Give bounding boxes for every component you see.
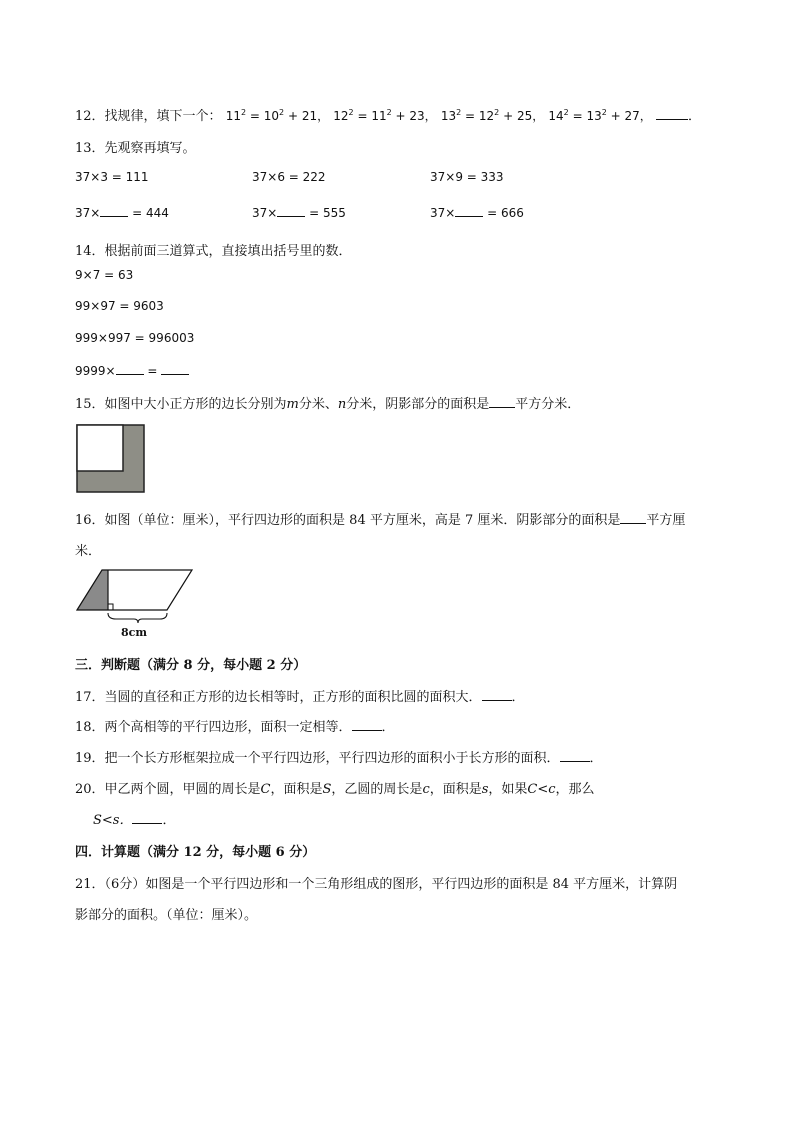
q14-line-4: 9999× = (75, 362, 189, 378)
question-20-line2: S<s． ． (93, 813, 176, 828)
q12-eq-4: $14^2 = 13^2 + 27$， (548, 108, 652, 123)
q13-row2-col3: 37× = 666 (430, 206, 524, 220)
q12-eq-1: $11^2 = 10^2 + 21$， (225, 108, 330, 123)
q13-row1-col1: 37×3 = 111 (75, 170, 149, 184)
answer-blank[interactable] (116, 362, 144, 375)
question-16-line1: 16．如图（单位：厘米），平行四边形的面积是 84 平方厘米，高是 7 厘米．阴影部分的面积是 平方厘 (75, 513, 686, 528)
question-14-title: 14．根据前面三道算式，直接填出括号里的数． (75, 244, 352, 259)
q14-line-3: 999×997 = 996003 (75, 331, 195, 345)
q13-row1-col2: 37×6 = 222 (252, 170, 326, 184)
q12-prefix: 12．找规律，填下一个： (75, 109, 222, 124)
question-21-line1: 21．（6分）如图是一个平行四边形和一个三角形组成的图形，平行四边形的面积是 84 平方厘米，计算阴 (75, 877, 678, 892)
q13-row2-col1: 37× = 444 (75, 206, 169, 220)
section-3-title: 三．判断题（满分 8 分，每小题 2 分） (75, 658, 307, 673)
answer-blank[interactable] (352, 718, 382, 731)
question-19: 19．把一个长方形框架拉成一个平行四边形，平行四边形的面积小于长方形的面积． ． (75, 751, 603, 766)
answer-blank[interactable] (489, 395, 515, 408)
answer-blank[interactable] (277, 204, 305, 217)
answer-blank[interactable] (455, 204, 483, 217)
q12-eq-3: $13^2 = 12^2 + 25$， (440, 108, 545, 123)
question-16-line2: 米． (75, 544, 102, 559)
var-m: m (286, 397, 299, 412)
q14-line-2: 99×97 = 9603 (75, 299, 164, 313)
question-21-line2: 影部分的面积。（单位：厘米）。 (75, 908, 258, 923)
parallelogram-figure (76, 568, 194, 640)
answer-blank[interactable] (161, 362, 189, 375)
var-n: n (337, 397, 347, 412)
answer-blank[interactable] (656, 107, 688, 120)
answer-blank[interactable] (560, 749, 590, 762)
answer-blank[interactable] (620, 511, 646, 524)
answer-blank[interactable] (100, 204, 128, 217)
q12-eq-2: $12^2 = 11^2 + 23$， (333, 108, 437, 123)
q14-line-1: 9×7 = 63 (75, 268, 134, 282)
question-12: 12．找规律，填下一个： $11^2 = 10^2 + 21$， $12^2 = 11^2 + 23$， $13^2 = 12^2 + 25$， $14^2 = 13^2 + 27$， ． (75, 108, 701, 124)
base-label: 8cm (121, 626, 147, 639)
question-13-title: 13．先观察再填写。 (75, 141, 196, 156)
question-17: 17．当圆的直径和正方形的边长相等时，正方形的面积比圆的面积大． ． (75, 690, 525, 705)
question-15: 15．如图中大小正方形的边长分别为m分米、n分米，阴影部分的面积是 平方分米． (75, 397, 581, 412)
answer-blank[interactable] (132, 811, 162, 824)
question-20-line1: 20．甲乙两个圆，甲圆的周长是C，面积是S，乙圆的周长是c，面积是s，如果C<c，那么 (75, 782, 595, 797)
section-4-title: 四．计算题（满分 12 分，每小题 6 分） (75, 845, 316, 860)
q13-row1-col3: 37×9 = 333 (430, 170, 504, 184)
question-18: 18．两个高相等的平行四边形，面积一定相等． ． (75, 720, 395, 735)
squares-figure (76, 424, 146, 494)
answer-blank[interactable] (482, 688, 512, 701)
q13-row2-col2: 37× = 555 (252, 206, 346, 220)
